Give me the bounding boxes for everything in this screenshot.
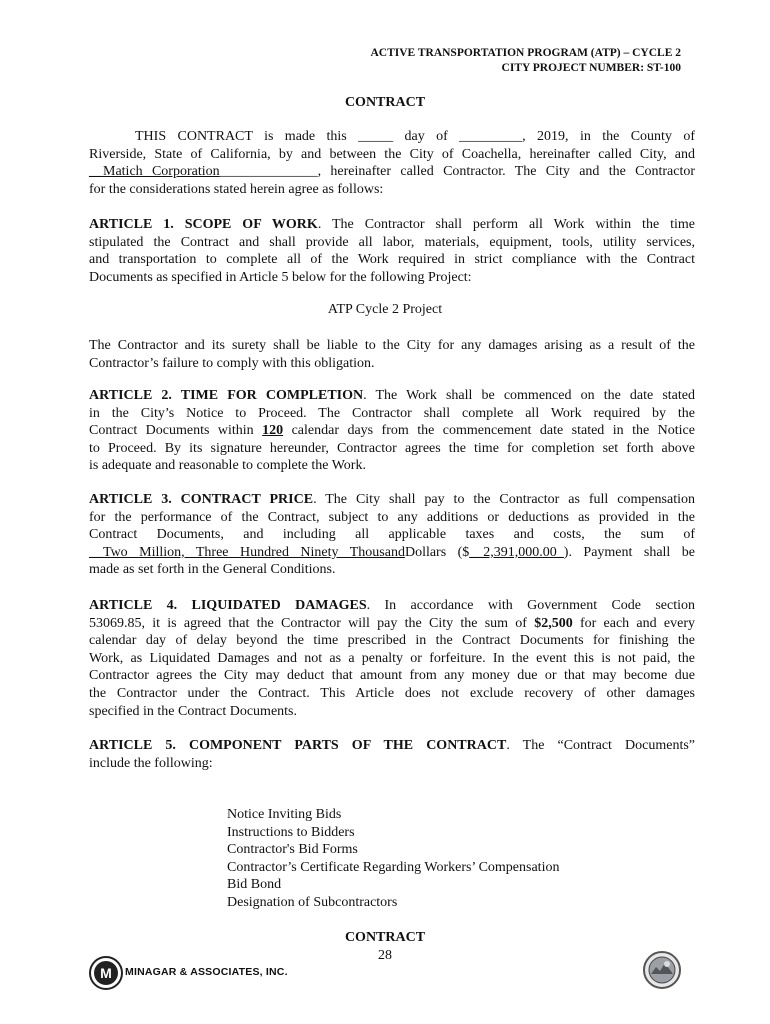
article-3-line-1: ARTICLE 3. CONTRACT PRICE. The City shall pay to the Contractor as full compensation xyxy=(89,492,695,507)
article-4-line-7: specified in the Contract Documents. xyxy=(89,703,297,719)
article-4-line-3: calendar day of delay beyond the time prescribed in the Contract Documents for finishing the xyxy=(89,633,695,649)
contract-documents-list xyxy=(227,806,559,912)
article-3-line-3: Contract Documents, and including all applicable taxes and costs, the sum of xyxy=(89,527,695,543)
article-5-heading: ARTICLE 5. COMPONENT PARTS OF THE CONTRACT xyxy=(89,738,507,753)
list-item: Contractor's Bid Forms xyxy=(227,842,358,858)
article-4-line-1: ARTICLE 4. LIQUIDATED DAMAGES. In accordance with Government Code section xyxy=(89,598,696,613)
article-4-line-2: 53069.85, it is agreed that the Contractor will pay the City the sum of $2,500 for each and every xyxy=(89,615,695,631)
page-number: 28 xyxy=(378,948,392,963)
page-title: CONTRACT xyxy=(344,95,426,110)
contract-amount-words: __Two Million, Three Hundred Ninety Thousand xyxy=(89,544,405,560)
list-item: Bid Bond xyxy=(227,877,282,893)
article-1-line-1: ARTICLE 1. SCOPE OF WORK. The Contractor shall perform all Work within the time xyxy=(89,217,695,232)
article-4-line-5: Contractor agrees the City may deduct that amount from any money due or that may become due xyxy=(89,668,695,684)
article-2 xyxy=(89,387,695,475)
intro-line-1: THIS CONTRACT is made this _____ day of _________, 2019, in the County of xyxy=(135,129,695,144)
article-5-line-2: include the following: xyxy=(89,755,213,771)
article-3-line-2: for the performance of the Contract, subject to any additions or deductions as provided in the xyxy=(89,509,695,525)
article-2-line-4: to Proceed. By its signature hereunder, Contractor agrees the time for completion set forth above xyxy=(89,440,695,456)
surety-paragraph xyxy=(89,337,695,372)
footer-title: CONTRACT xyxy=(344,930,426,945)
list-item: Contractor’s Certificate Regarding Workers’ Compensation xyxy=(227,859,560,875)
contractor-prefix: __ xyxy=(89,164,103,180)
intro-line-3 xyxy=(89,163,695,181)
intro-line-2: Riverside, State of California, by and between the City of Coachella, hereinafter called City, and xyxy=(89,146,695,162)
contract-amount-number: __2,391,000.00_ xyxy=(469,544,564,560)
intro-paragraph xyxy=(89,128,695,198)
list-item: Designation of Subcontractors xyxy=(227,894,398,910)
article-1 xyxy=(89,216,695,286)
article-3 xyxy=(89,491,695,579)
article-1-heading: ARTICLE 1. SCOPE OF WORK xyxy=(89,217,318,232)
svg-text:M: M xyxy=(100,965,112,981)
article-2-line-3: Contract Documents within 120 calendar days from the commencement date stated in the Notice xyxy=(89,423,695,439)
article-1-line-3: and transportation to complete all of the Work required in strict compliance with the Contract xyxy=(89,252,695,268)
liquidated-damages-amount: $2,500 xyxy=(534,615,573,631)
article-3-line-4: __Two Million, Three Hundred Ninety ThousandDollars ($__2,391,000.00_). Payment shall be xyxy=(89,544,695,560)
surety-line-2: Contractor’s failure to comply with this obligation. xyxy=(89,355,375,371)
company-logo xyxy=(89,956,309,990)
header-program: ACTIVE TRANSPORTATION PROGRAM (ATP) – CYCLE 2 xyxy=(370,47,681,59)
company-logo-text: MINAGAR & ASSOCIATES, INC. xyxy=(125,966,288,978)
list-item: Notice Inviting Bids xyxy=(227,807,342,822)
intro-line-4: for the considerations stated herein agree as follows: xyxy=(89,181,384,197)
list-item: Instructions to Bidders xyxy=(227,824,355,840)
article-3-line-5: made as set forth in the General Conditions. xyxy=(89,562,336,578)
page-header xyxy=(370,46,681,76)
contractor-name: Matich Corporation xyxy=(103,164,220,180)
article-4-heading: ARTICLE 4. LIQUIDATED DAMAGES xyxy=(89,598,367,613)
article-4-line-6: the Contractor under the Contract. This Article does not exclude recovery of other damages xyxy=(89,685,695,701)
article-1-line-2: stipulated the Contract and shall provide all labor, materials, equipment, tools, utility services, xyxy=(89,234,695,250)
contractor-suffix: ______________, hereinafter called Contractor. The City and the Contractor xyxy=(219,164,695,180)
company-logo-icon xyxy=(89,956,123,990)
header-project-number: CITY PROJECT NUMBER: ST-100 xyxy=(501,62,681,74)
article-5-line-1: ARTICLE 5. COMPONENT PARTS OF THE CONTRACT. The “Contract Documents” xyxy=(89,738,695,753)
article-2-line-2: in the City’s Notice to Proceed. The Contractor shall complete all Work required by the xyxy=(89,405,695,421)
project-name: ATP Cycle 2 Project xyxy=(327,302,443,317)
city-seal-icon xyxy=(642,950,682,990)
article-1-line-4: Documents as specified in Article 5 below for the following Project: xyxy=(89,269,472,285)
article-3-heading: ARTICLE 3. CONTRACT PRICE xyxy=(89,492,314,507)
surety-line-1: The Contractor and its surety shall be liable to the City for any damages arising as a result of the xyxy=(89,338,695,353)
article-4 xyxy=(89,597,695,720)
article-2-line-5: is adequate and reasonable to complete the Work. xyxy=(89,458,366,474)
article-4-line-4: Work, as Liquidated Damages and not as a penalty or forfeiture. In the event this is not paid, the xyxy=(89,650,695,666)
article-2-line-1: ARTICLE 2. TIME FOR COMPLETION. The Work shall be commenced on the date stated xyxy=(89,388,695,403)
completion-days: 120 xyxy=(262,423,284,439)
article-5 xyxy=(89,737,695,772)
article-2-heading: ARTICLE 2. TIME FOR COMPLETION xyxy=(89,388,364,403)
